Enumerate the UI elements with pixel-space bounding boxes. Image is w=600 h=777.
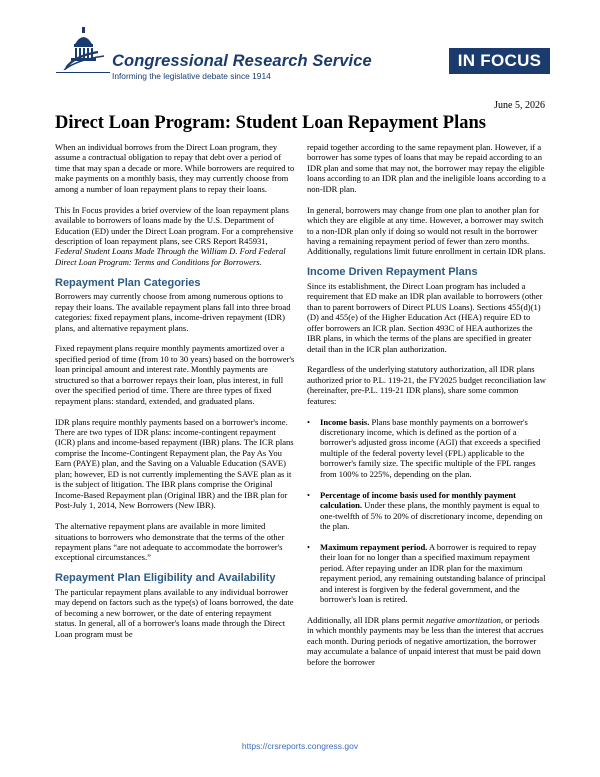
paragraph: Regardless of the underlying statutory authorization, all IDR plans authorized prior to P.L. 119-21, the FY2025 budget reconciliation law (hereinafter, pre-P.L. 119-21 IDR plans), share some common features:	[307, 364, 546, 406]
paragraph-text: Additionally, all IDR plans permit	[307, 615, 427, 625]
list-item-lead: Percentage of income basis used for monthly payment calculation.	[320, 489, 517, 511]
page-title: Direct Loan Program: Student Loan Repayment Plans	[55, 113, 486, 133]
paragraph-text: .	[259, 256, 262, 267]
feature-list	[307, 417, 547, 605]
emphasized-term: negative amortization	[426, 615, 501, 625]
paragraph: When an individual borrows from the Direct Loan program, they assume a contractual obligation to repay that debt over a period of time that may span a decade or more. While borrowers are required to make payments on a monthly basis, they may currently choose from among a number of loan repayment plans to repay their loans.	[55, 142, 295, 194]
left-column	[55, 142, 295, 649]
paragraph-text: This In Focus provides a brief overview of the loan repayment plans available to borrowers of loans made by the U.S. Department of Education (ED) under the Direct Loan program. For a comprehensive description of loan repayment plans, see CRS Report R45931,	[55, 204, 294, 247]
paragraph-text: , or periods in which monthly payments may be less than the interest that accrues each month. During periods of negative amortization, the borrower may accumulate a balance of unpaid interest that must be paid down before the borrower	[307, 615, 544, 667]
paragraph: The alternative repayment plans are available in more limited situations to borrowers who demonstrate that the terms of the other repayment plans “are not adequate to accommodate the borrower's exceptional circumstances.”	[55, 521, 285, 563]
paragraph: Borrowers may currently choose from among numerous options to repay their loans. The available repayment plans fall into three broad categories: fixed repayment plans, income-driven repayment (IDR) plans, and alternative repayment plans.	[55, 291, 291, 333]
in-focus-badge: IN FOCUS	[449, 48, 550, 74]
list-item	[307, 542, 547, 605]
bullet-icon: •	[307, 416, 310, 427]
list-item-text: A borrower is required to repay their loan for no longer than a specified maximum repayment period. After repaying under an IDR plan for the maximum repayment period, any remaining outstanding balance of principal and interest is forgiven by the federal government, and the borrower's loan is retired.	[320, 541, 546, 605]
bullet-icon: •	[307, 489, 310, 500]
section-heading: Repayment Plan Categories	[55, 276, 201, 289]
list-item	[307, 490, 547, 532]
capitol-dome-logo-icon	[62, 26, 108, 70]
paragraph: Fixed repayment plans require monthly payments amortized over a specified period of time (from 10 to 30 years) based on the borrower's loan principal amount and interest rate. Monthly payments are structured so that a borrower repays their loan, plus interest, in full over the specified period of time. There are three types of fixed repayment plans: standard, extended, and graduated plans.	[55, 343, 295, 406]
right-column	[307, 142, 547, 678]
list-item-text: Plans base monthly payments on a borrower's discretionary income, which is defined as the portion of a borrower's adjusted gross income (AGI) that exceeds a specified multiple of the federal poverty level (FPL) applicable to the borrower's family size. The specific multiple of the FPL ranges from 100% to 225%, depending on the plan.	[320, 416, 541, 479]
paragraph	[55, 205, 295, 268]
org-name: Congressional Research Service	[112, 52, 372, 70]
paragraph: The particular repayment plans available to any individual borrower may depend on factors such as the type(s) of loans borrowed, the date of becoming a new borrower, or the date of entering repayment status. In general, all of a borrower's loans made through the Direct Loan program must be	[55, 586, 294, 639]
paragraph: repaid together according to the same repayment plan. However, if a borrower has some types of loans that may be repaid according to an IDR plan and some that may not, the borrower may repay the eligible loans according to an IDR plan and the ineligible loans according to a non-IDR plan.	[307, 142, 546, 194]
page-header	[0, 0, 600, 95]
logo-divider-line	[56, 72, 110, 73]
list-item	[307, 417, 547, 480]
section-heading: Income Driven Repayment Plans	[307, 266, 478, 279]
org-tagline: Informing the legislative debate since 1914	[112, 71, 271, 81]
section-heading: Repayment Plan Eligibility and Availability	[55, 572, 276, 585]
paragraph: IDR plans require monthly payments based on a borrower's income. There are two types of IDR plans: income-contingent repayment (ICR) plans and income-based repayment (IBR) plans. The ICR plans comprise the Income-Contingent Repayment plan, the Pay As You Earn (PAYE) plan, and the Saving on a Valuable Education (SAVE) plan; however, ED is not currently implementing the SAVE plan as it is the subject of litigation. The IBR plans comprise the Original Income-Based Repayment plan (Original IBR) and the IBR plan for Post-July 1, 2014, New Borrowers (New IBR).	[55, 416, 294, 511]
footer-url-link[interactable]: https://crsreports.congress.gov	[241, 741, 359, 751]
bullet-icon: •	[307, 541, 310, 552]
paragraph	[307, 615, 547, 667]
publication-date: June 5, 2026	[494, 100, 545, 111]
paragraph: In general, borrowers may change from one plan to another plan for which they are eligible at any time. However, a borrower may switch to a non-IDR plan only if doing so would not result in the borrower having a remaining repayment period of fewer than zero months. Additionally, regulations limit future enrollment in certain IDR plans.	[307, 204, 546, 257]
list-item-lead: Maximum repayment period.	[320, 541, 428, 552]
report-title-link[interactable]: Federal Student Loans Made Through the William D. Ford Federal Direct Loan Program: Terms and Conditions for Borrowers	[55, 246, 286, 267]
paragraph: Since its establishment, the Direct Loan program has included a requirement that ED make an IDR plan available to borrowers (other than to parent borrowers of Direct PLUS Loans). Sections 455(d)(1)(D) and 455(e) of the Higher Education Act (HEA) require ED to offer borrowers an ICR plan. Section 493C of HEA authorizes the IBR plans, in which the terms of the plans are specified in greater detail than in the ICR plan authorization.	[307, 280, 543, 354]
list-item-text: Under these plans, the monthly payment is equal to one-twelfth of 5% to 20% of discretionary income, depending on the plan.	[320, 500, 543, 532]
list-item-lead: Income basis.	[320, 416, 370, 427]
